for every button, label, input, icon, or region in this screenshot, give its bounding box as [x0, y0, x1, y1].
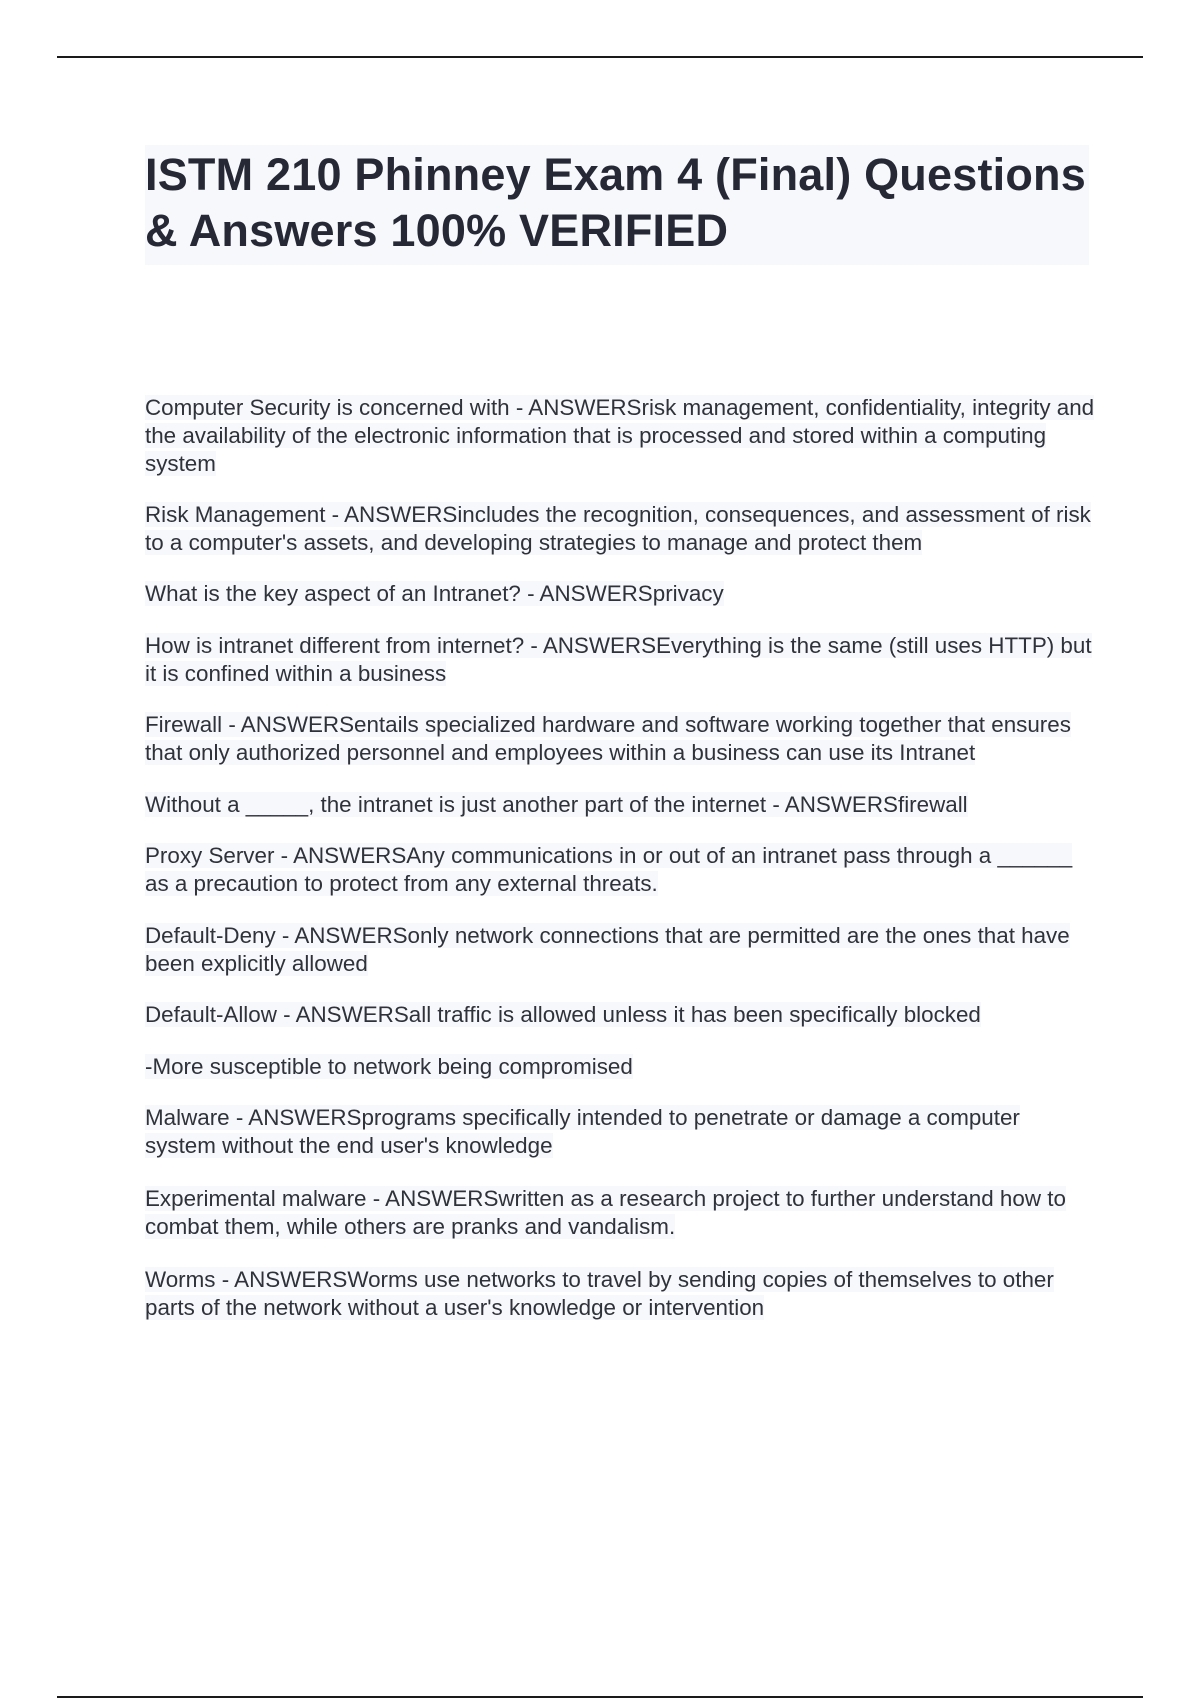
qa-item: Firewall - ANSWERSentails specialized hardware and software working together that ensures that only authorized personnel and employees within a business can use its Intranet — [145, 712, 1071, 765]
top-rule — [57, 56, 1143, 58]
bottom-rule — [57, 1696, 1143, 1698]
qa-item: -More susceptible to network being compromised — [145, 1054, 633, 1079]
qa-item: Default-Allow - ANSWERSall traffic is allowed unless it has been specifically blocked — [145, 1002, 981, 1027]
qa-item: Malware - ANSWERSprograms specifically intended to penetrate or damage a computer system without the end user's knowledge — [145, 1105, 1020, 1158]
document-title: ISTM 210 Phinney Exam 4 (Final) Questions & Answers 100% VERIFIED — [145, 149, 1086, 256]
qa-item: Risk Management - ANSWERSincludes the recognition, consequences, and assessment of risk to a computer's assets, and developing strategies to manage and protect them — [145, 502, 1091, 555]
qa-item: Worms - ANSWERSWorms use networks to travel by sending copies of themselves to other parts of the network without a user's knowledge or intervention — [145, 1267, 1054, 1320]
document-title-block — [145, 145, 1089, 265]
qa-item: Default-Deny - ANSWERSonly network connections that are permitted are the ones that have been explicitly allowed — [145, 923, 1070, 976]
qa-item: Computer Security is concerned with - ANSWERSrisk management, confidentiality, integrity and the availability of the electronic information that is processed and stored within a computing system — [145, 395, 1095, 476]
qa-item: Proxy Server - ANSWERSAny communications in or out of an intranet pass through a ______ as a precaution to protect from any external threats. — [145, 843, 1073, 896]
qa-item: Experimental malware - ANSWERSwritten as a research project to further understand how to combat them, while others are pranks and vandalism. — [145, 1186, 1066, 1239]
qa-list — [145, 394, 1095, 1322]
qa-item: How is intranet different from internet? - ANSWERSEverything is the same (still uses HTTP) but it is confined within a business — [145, 633, 1092, 686]
qa-item: Without a _____, the intranet is just another part of the internet - ANSWERSfirewall — [145, 792, 968, 817]
qa-item: What is the key aspect of an Intranet? - ANSWERSprivacy — [145, 581, 724, 606]
